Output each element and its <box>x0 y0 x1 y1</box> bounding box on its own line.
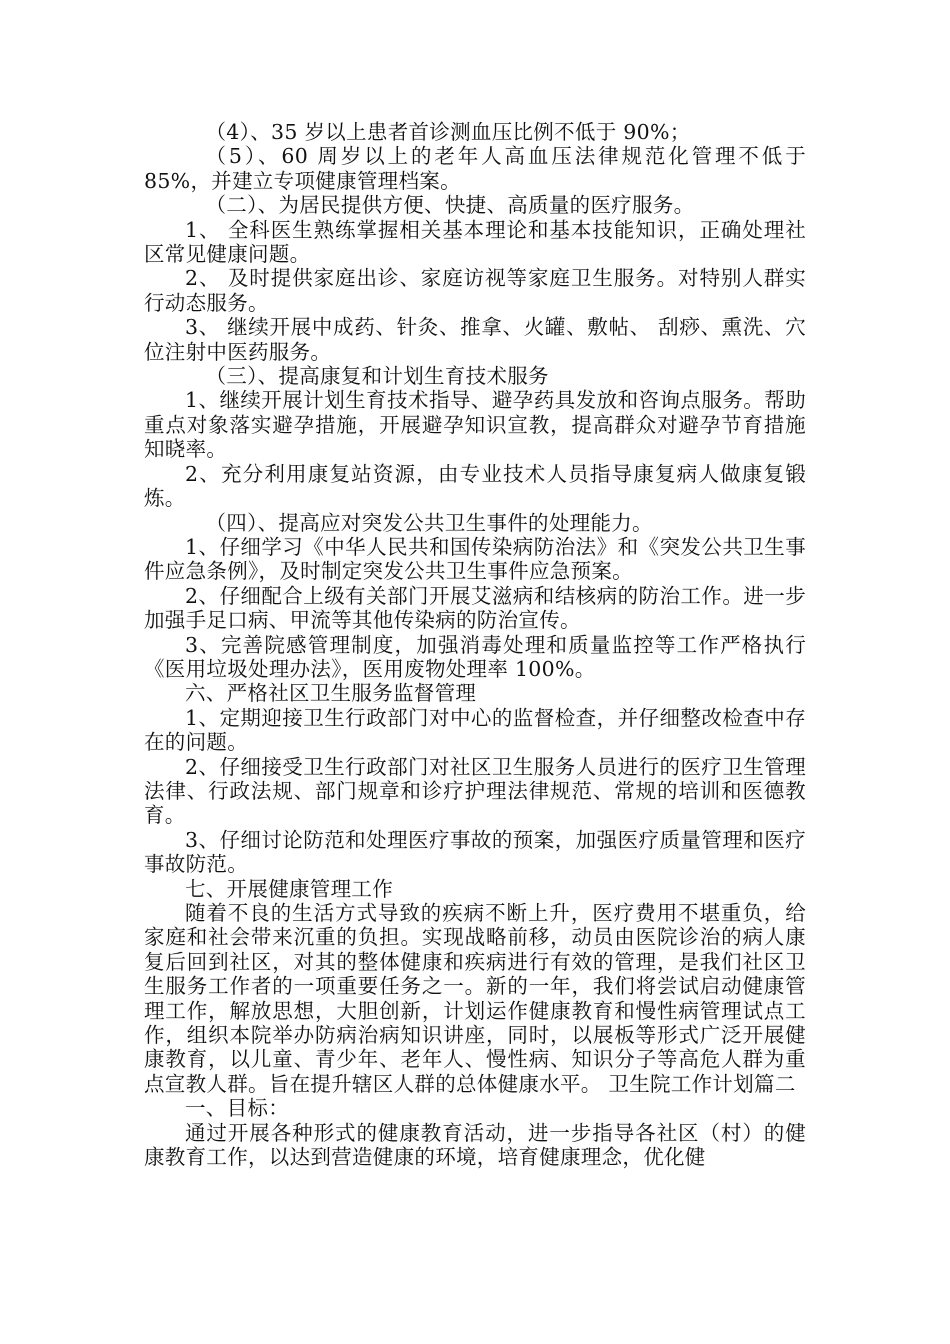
document-body <box>144 120 806 1169</box>
paragraph: 2、充分利用康复站资源，由专业技术人员指导康复病人做康复锻炼。 <box>144 461 806 511</box>
paragraph: （4）、35 岁以上患者首诊测血压比例不低于 90%； <box>205 120 691 144</box>
paragraph: 1、继续开展计划生育技术指导、避孕药具发放和咨询点服务。帮助重点对象落实避孕措施，开展避孕知识宣教，提高群众对避孕节育措施知晓率。 <box>144 388 806 462</box>
section-heading: （四）、提高应对突发公共卫生事件的处理能力。 <box>205 510 653 535</box>
section-heading: 六、严格社区卫生服务监督管理 <box>185 681 477 706</box>
section-heading: （三）、提高康复和计划生育技术服务 <box>205 364 549 389</box>
paragraph: 2、仔细接受卫生行政部门对社区卫生服务人员进行的医疗卫生管理法律、行政法规、部门规章和诊疗护理法律规范、常规的培训和医德教育。 <box>144 754 806 828</box>
paragraph: 3、完善院感管理制度，加强消毒处理和质量监控等工作严格执行《医用垃圾处理办法》，医用废物处理率 100%。 <box>144 632 806 681</box>
section-heading: 一、目标： <box>185 1096 289 1121</box>
paragraph: 1、仔细学习《中华人民共和国传染病防治法》和《突发公共卫生事件应急条例》，及时制定突发公共卫生事件应急预案。 <box>144 534 806 584</box>
paragraph: 2、 及时提供家庭出诊、家庭访视等家庭卫生服务。对特别人群实行动态服务。 <box>144 266 806 315</box>
paragraph: 1、 全科医生熟练掌握相关基本理论和基本技能知识，正确处理社区常见健康问题。 <box>144 217 806 267</box>
paragraph: 2、仔细配合上级有关部门开展艾滋病和结核病的防治工作。进一步加强手足口病、甲流等其他传染病的防治宣传。 <box>144 583 806 633</box>
paragraph: （5）、60 周岁以上的老年人高血压法律规范化管理不低于 85%，并建立专项健康管理档案。 <box>144 144 806 193</box>
paragraph: 3、仔细讨论防范和处理医疗事故的预案，加强医疗质量管理和医疗事故防范。 <box>144 827 806 877</box>
paragraph: 1、定期迎接卫生行政部门对中心的监督检查，并仔细整改检查中存在的问题。 <box>144 705 806 755</box>
paragraph: 通过开展各种形式的健康教育活动，进一步指导各社区（村）的健康教育工作，以达到营造健康的环境，培育健康理念，优化健 <box>144 1120 806 1170</box>
paragraph: 随着不良的生活方式导致的疾病不断上升，医疗费用不堪重负，给家庭和社会带来沉重的负担。实现战略前移，动员由医院诊治的病人康复后回到社区，对其的整体健康和疾病进行有效的管理，是我们社区卫生服务工作者的一项重要任务之一。新的一年，我们将尝试启动健康管理工作，解放思想，大胆创新，计划运作健康教育和慢性病管理试点工作，组织本院举办防病治病知识讲座，同时，以展板等形式广泛开展健康教育，以儿童、青少年、老年人、慢性病、知识分子等高危人群为重点宣教人群。旨在提升辖区人群的总体健康水平。 卫生院工作计划篇二 <box>144 901 806 1096</box>
section-heading: 七、开展健康管理工作 <box>185 876 393 901</box>
section-heading: （二）、为居民提供方便、快捷、高质量的医疗服务。 <box>205 193 695 218</box>
paragraph: 3、 继续开展中成药、针灸、推拿、火罐、敷帖、 刮痧、熏洗、穴位注射中医药服务。 <box>144 315 806 364</box>
